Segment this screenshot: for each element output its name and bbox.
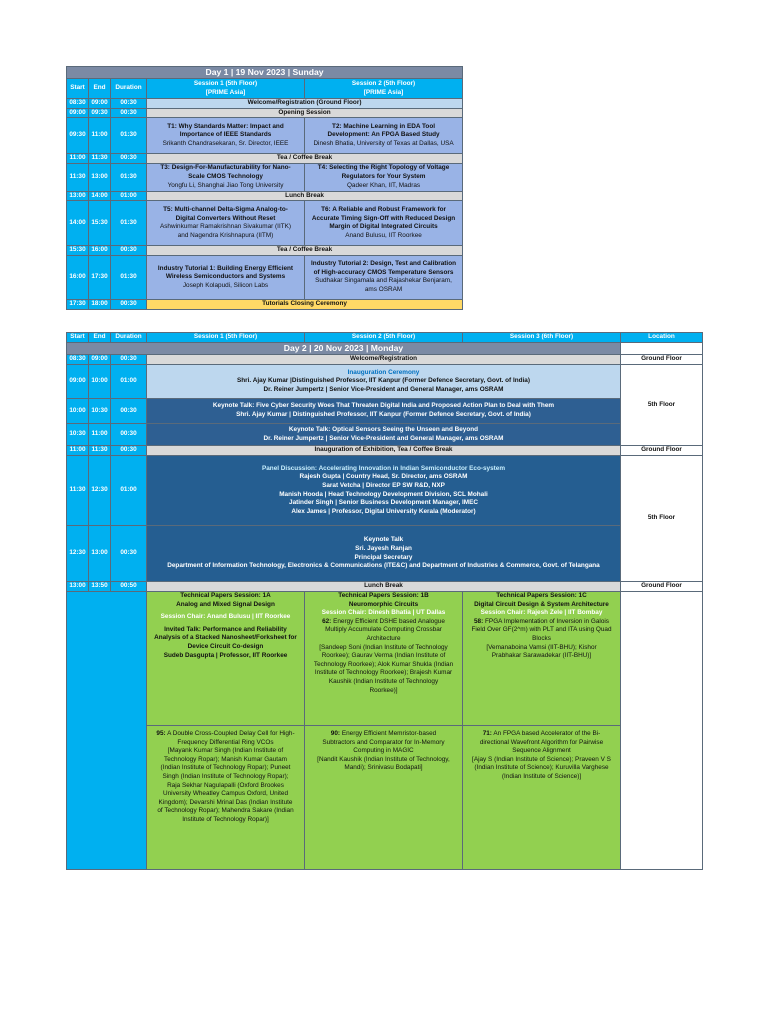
keynote-cell: Keynote Talk: Five Cyber Security Woes That Threaten Digital India and Proposed Action Plan to Deal with Them Shri. Ajay Kumar | Distinguished Professor, IIT Kanpur (Former Defence Secretary, Govt. of India)	[147, 399, 621, 424]
location-cell: Ground Floor	[621, 446, 703, 456]
header-session1: Session 1 (5th Floor) [PRIME Asia]	[147, 79, 305, 99]
session-cell: Industry Tutorial 2: Design, Test and Calibration of High-accuracy CMOS Temperature Sensors Sudhakar Singamala and Rajashekar Benjaram, ams OSRAM	[305, 255, 463, 299]
span-cell: Tea / Coffee Break	[147, 154, 463, 164]
table-row: 08:30 09:00 00:30 Welcome/Registration (Ground Floor)	[67, 99, 463, 109]
header-duration: Duration	[111, 79, 147, 99]
table-row: 13:00 14:00 01:00 Lunch Break	[67, 191, 463, 201]
session-cell: Industry Tutorial 1: Building Energy Efficient Wireless Semiconductors and Systems Joseph Kolapudi, Silicon Labs	[147, 255, 305, 299]
inauguration-cell: Inauguration Ceremony Shri. Ajay Kumar |Distinguished Professor, IIT Kanpur (Former Defence Secretary, Govt. of India) Dr. Reiner Jumpertz | Senior Vice-President and General Manager, ams OSRAM	[147, 365, 621, 399]
table-row: 13:00 13:50 00:50 Lunch Break Ground Floor	[67, 582, 703, 592]
table-row: 11:30 12:30 01:00 Panel Discussion: Accelerating Innovation in Indian Semiconductor Eco-system Rajesh Gupta | Country Head, Sr. Director, ams OSRAM Sarat Vetcha | Director EP SW R&D, NXP Manish Hooda | Head Technology Development Division, SCL Mohali Jatinder Singh | Senior Business Development Manager, IMEC Alex James | Professor, Digital University Kerala (Moderator) 5th Floor	[67, 456, 703, 526]
location-cell: Ground Floor	[621, 582, 703, 592]
table-row: 10:30 11:00 00:30 Keynote Talk: Optical Sensors Seeing the Unseen and Beyond Dr. Reiner Jumpertz | Senior Vice-President and General Manager, ams OSRAM	[67, 424, 703, 446]
session-cell: T3: Design-For-Manufacturability for Nano- Scale CMOS Technology Yongfu Li, Shanghai Jiao Tong University	[147, 163, 305, 191]
panel-cell: Panel Discussion: Accelerating Innovation in Indian Semiconductor Eco-system Rajesh Gupta | Country Head, Sr. Director, ams OSRAM Sarat Vetcha | Director EP SW R&D, NXP Manish Hooda | Head Technology Development Division, SCL Mohali Jatinder Singh | Senior Business Development Manager, IMEC Alex James | Professor, Digital University Kerala (Moderator)	[147, 456, 621, 526]
table-row: 14:00 15:30 01:30 T5: Multi-channel Delta-Sigma Analog-to- Digital Converters Without Reset Ashwinkumar Ramakrishnan Sivakumar (IITK) and Nagendra Krishnapura (IITM) T6: A Reliable and Robust Framework for Accurate Timing Sign-Off with Reduced Design Margin of Digital Integrated Circuits Anand Bulusu, IIT Roorkee	[67, 201, 463, 246]
paper-95: 95: A Double Cross-Coupled Delay Cell for High- Frequency Differential Ring VCOs [Mayank Kumar Singh (Indian Institute of Technology Ropar); Manish Kumar Gautam (Indian Institute of Technology Ropar); Puneet Singh (Indian Institute of Technology Ropar); Raja Sekhar Nagulapalli (Oxford Brookes University Wheatley Campus Oxford, United Kingdom); Devarshi Mrinal Das (Indian Institute of Technology Ropar); Mahendra Sakare (Indian Institute of Technology Ropar)]	[147, 726, 305, 870]
paper-71: 71: An FPGA based Accelerator of the Bi- directional Wavefront Algorithm for Pairwise Sequence Alignment [Ajay S (Indian Institute of Science); Praveen V S (Indian Institute of Science); Kuruvilla Varghese (Indian Institute of Science)]	[463, 726, 621, 870]
table-row: 12:30 13:00 00:30 Keynote Talk Sri. Jayesh Ranjan Principal Secretary Department of Information Technology, Electronics & Communications (ITE&C) and Department of Industries & Commerce, Govt. of Telangana	[67, 526, 703, 582]
span-cell: Tutorials Closing Ceremony	[147, 299, 463, 309]
span-cell: Inauguration of Exhibition, Tea / Coffee Break	[147, 446, 621, 456]
header-session2: Session 2 (5th Floor)	[305, 333, 463, 343]
location-cell: Ground Floor	[621, 355, 703, 365]
session-cell: T1: Why Standards Matter: Impact and Importance of IEEE Standards Srikanth Chandrasekaran, Sr. Director, IEEE	[147, 118, 305, 154]
day1-table	[66, 66, 463, 310]
table-row: 11:00 11:30 00:30 Inauguration of Exhibition, Tea / Coffee Break Ground Floor	[67, 446, 703, 456]
header-end: End	[89, 79, 111, 99]
header-session3: Session 3 (6th Floor)	[463, 333, 621, 343]
table-row	[67, 592, 703, 726]
span-cell: Lunch Break	[147, 191, 463, 201]
table-row: 11:00 11:30 00:30 Tea / Coffee Break	[67, 154, 463, 164]
header-location: Location	[621, 333, 703, 343]
header-end: End	[89, 333, 111, 343]
span-cell: Opening Session	[147, 108, 463, 118]
table-row: 09:30 11:00 01:30 T1: Why Standards Matter: Impact and Importance of IEEE Standards Srikanth Chandrasekaran, Sr. Director, IEEE T2: Machine Learning in EDA Tool Development: An FPGA Based Study Dinesh Bhatia, University of Texas at Dallas, USA	[67, 118, 463, 154]
location-cell: 5th Floor	[621, 456, 703, 582]
span-cell: Tea / Coffee Break	[147, 246, 463, 256]
table-row: 08:30 09:00 00:30 Welcome/Registration Ground Floor	[67, 355, 703, 365]
span-cell: Welcome/Registration	[147, 355, 621, 365]
header-session2: Session 2 (5th Floor) [PRIME Asia]	[305, 79, 463, 99]
table-row: 15:30 16:00 00:30 Tea / Coffee Break	[67, 246, 463, 256]
keynote-cell: Keynote Talk: Optical Sensors Seeing the Unseen and Beyond Dr. Reiner Jumpertz | Senior Vice-President and General Manager, ams OSRAM	[147, 424, 621, 446]
papers-session-1a: Technical Papers Session: 1A Analog and Mixed Signal Design Session Chair: Anand Bulusu | IIT Roorkee Invited Talk: Performance and Reliability Analysis of a Stacked Nanosheet/Forksheet for Device Circuit Co-design Sudeb Dasgupta | Professor, IIT Roorkee	[147, 592, 305, 726]
header-start: Start	[67, 79, 89, 99]
day2-title: Day 2 | 20 Nov 2023 | Monday	[67, 343, 621, 355]
table-row: 09:00 10:00 01:00 Inauguration Ceremony Shri. Ajay Kumar |Distinguished Professor, IIT Kanpur (Former Defence Secretary, Govt. of India) Dr. Reiner Jumpertz | Senior Vice-President and General Manager, ams OSRAM 5th Floor	[67, 365, 703, 399]
table-row: 17:30 18:00 00:30 Tutorials Closing Ceremony	[67, 299, 463, 309]
papers-session-1c: Technical Papers Session: 1C Digital Circuit Design & System Architecture Session Chair: Rajesh Zele | IIT Bombay 58: FPGA Implementation of Inversion in Galois Field Over GF(2^m) with PLT and ITA using Quad Blocks [Vemanaboina Vamsi (IIT-BHU); Kishor Prabhakar Sarawadekar (IIT-BHU)]	[463, 592, 621, 726]
table-row	[67, 726, 703, 870]
keynote-cell: Keynote Talk Sri. Jayesh Ranjan Principal Secretary Department of Information Technology, Electronics & Communications (ITE&C) and Department of Industries & Commerce, Govt. of Telangana	[147, 526, 621, 582]
day1-title: Day 1 | 19 Nov 2023 | Sunday	[67, 67, 463, 79]
table-row: 09:00 09:30 00:30 Opening Session	[67, 108, 463, 118]
table-row: 16:00 17:30 01:30 Industry Tutorial 1: Building Energy Efficient Wireless Semiconductors and Systems Joseph Kolapudi, Silicon Labs Industry Tutorial 2: Design, Test and Calibration of High-accuracy CMOS Temperature Sensors Sudhakar Singamala and Rajashekar Benjaram, ams OSRAM	[67, 255, 463, 299]
session-cell: T6: A Reliable and Robust Framework for Accurate Timing Sign-Off with Reduced Design Margin of Digital Integrated Circuits Anand Bulusu, IIT Roorkee	[305, 201, 463, 246]
paper-90: 90: Energy Efficient Memristor-based Subtractors and Comparator for In-Memory Computing in MAGIC [Nandit Kaushik (Indian Institute of Technology, Mandi); Srinivasu Bodapati]	[305, 726, 463, 870]
table-row: 11:30 13:00 01:30 T3: Design-For-Manufacturability for Nano- Scale CMOS Technology Yongfu Li, Shanghai Jiao Tong University T4: Selecting the Right Topology of Voltage Regulators for Your System Qadeer Khan, IIT, Madras	[67, 163, 463, 191]
header-start: Start	[67, 333, 89, 343]
header-session1: Session 1 (5th Floor)	[147, 333, 305, 343]
session-cell: T5: Multi-channel Delta-Sigma Analog-to- Digital Converters Without Reset Ashwinkumar Ramakrishnan Sivakumar (IITK) and Nagendra Krishnapura (IITM)	[147, 201, 305, 246]
table-row: 10:00 10:30 00:30 Keynote Talk: Five Cyber Security Woes That Threaten Digital India and Proposed Action Plan to Deal with Them Shri. Ajay Kumar | Distinguished Professor, IIT Kanpur (Former Defence Secretary, Govt. of India)	[67, 399, 703, 424]
location-cell: 5th Floor	[621, 365, 703, 446]
header-duration: Duration	[111, 333, 147, 343]
span-cell: Welcome/Registration (Ground Floor)	[147, 99, 463, 109]
span-cell: Lunch Break	[147, 582, 621, 592]
papers-session-1b: Technical Papers Session: 1B Neuromorphic Circuits Session Chair: Dinesh Bhatia | UT Dallas 62: Energy Efficient DSHE based Analogue Multiply Accumulate Computing Crossbar Architecture [Sandeep Soni (Indian Institute of Technology Roorkee); Gaurav Verma (Indian Institute of Technology Roorkee); Alok Kumar Shukla (Indian Institute of Technology Roorkee); Brajesh Kumar Kaushik (Indian Institute of Technology Roorkee)]	[305, 592, 463, 726]
session-cell: T2: Machine Learning in EDA Tool Development: An FPGA Based Study Dinesh Bhatia, University of Texas at Dallas, USA	[305, 118, 463, 154]
day2-table	[66, 332, 703, 870]
session-cell: T4: Selecting the Right Topology of Voltage Regulators for Your System Qadeer Khan, IIT, Madras	[305, 163, 463, 191]
